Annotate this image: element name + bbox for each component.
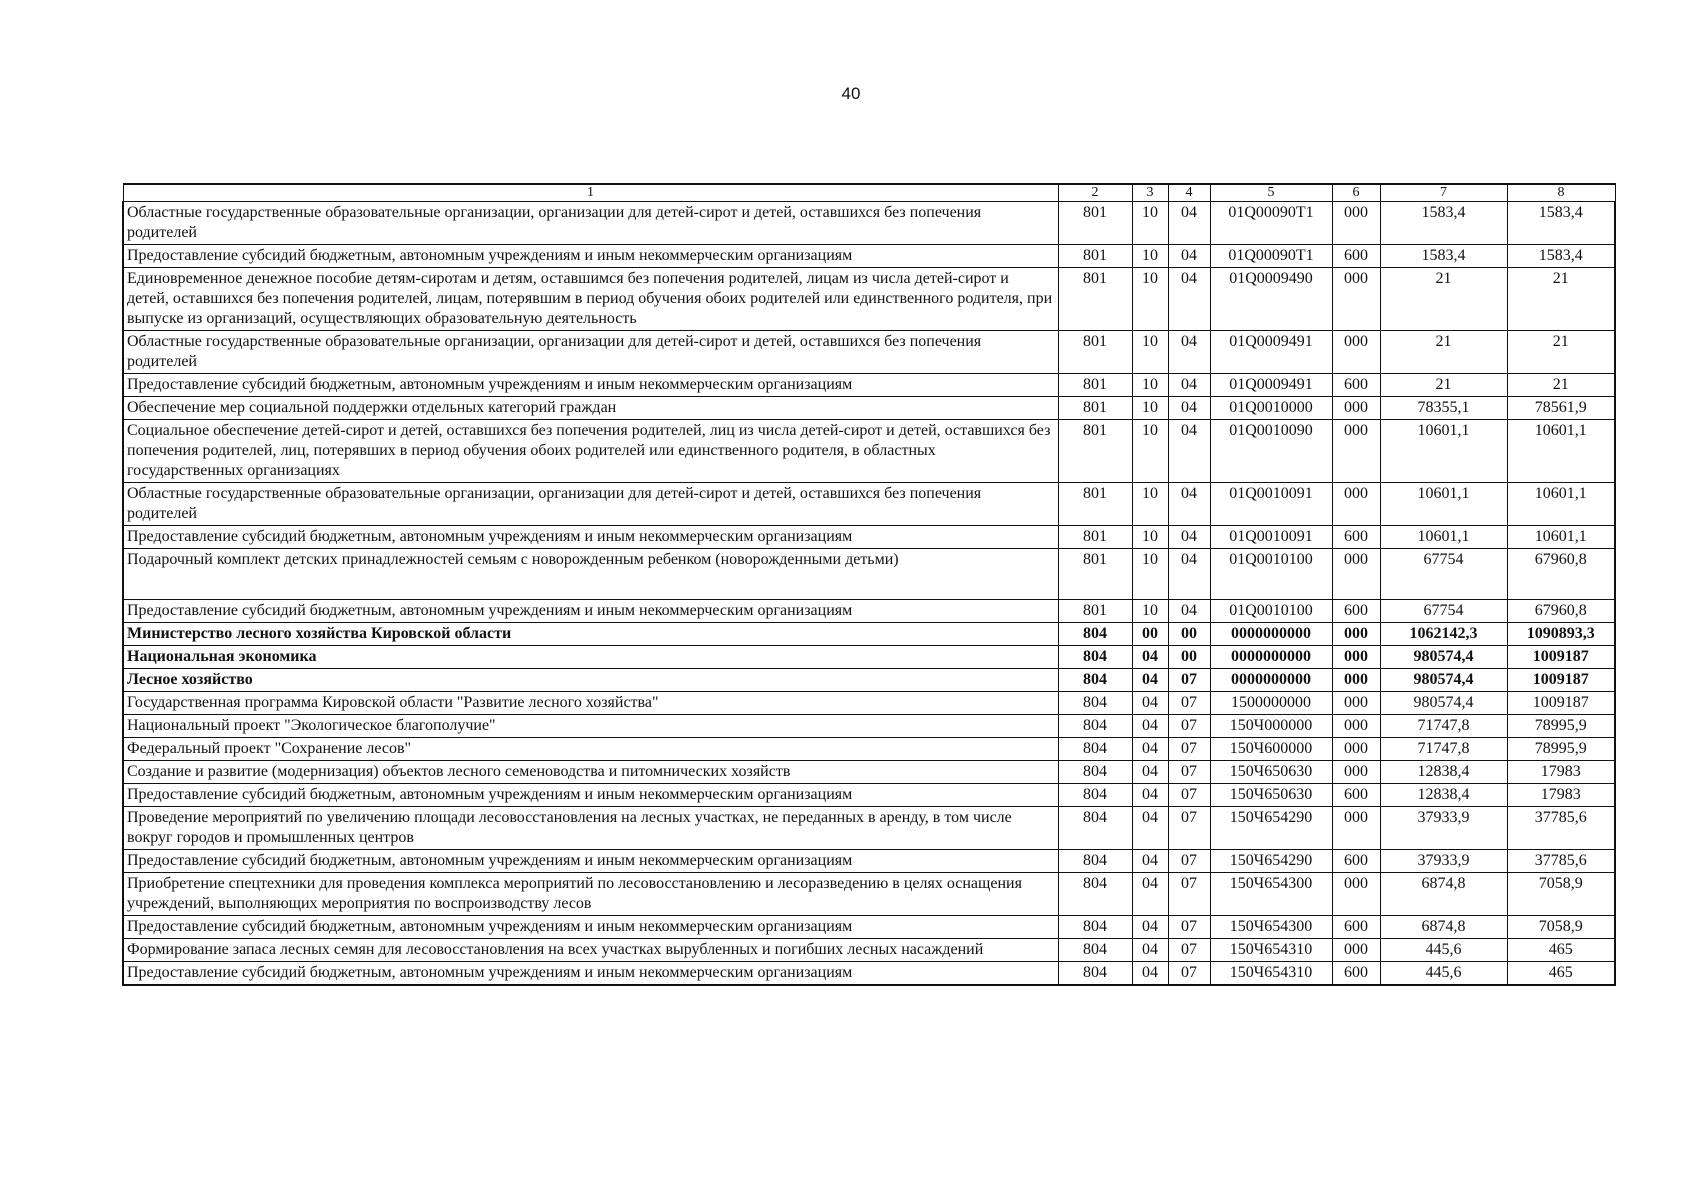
description-cell: Предоставление субсидий бюджетным, автономным учреждениям и иным некоммерческим организациям (123, 245, 1058, 268)
expense-type-cell: 600 (1332, 374, 1380, 397)
admin-code-cell: 804 (1058, 962, 1132, 986)
section-cell: 04 (1132, 807, 1168, 850)
amount-year1-cell: 67754 (1380, 600, 1507, 623)
target-article-cell: 150Ч654290 (1210, 850, 1332, 873)
admin-code-cell: 801 (1058, 202, 1132, 245)
subsection-cell: 04 (1168, 526, 1210, 549)
header-col-6: 6 (1332, 184, 1380, 202)
subsection-cell: 00 (1168, 623, 1210, 646)
amount-year2-cell: 465 (1507, 962, 1615, 986)
expense-type-cell: 000 (1332, 646, 1380, 669)
section-cell: 04 (1132, 715, 1168, 738)
table-row (123, 939, 1615, 962)
description-cell: Приобретение спецтехники для проведения комплекса мероприятий по лесовосстановлению и лесоразведению в целях оснащения учреждений, выполняющих мероприятия по воспроизводству лесов (123, 873, 1058, 916)
target-article-cell: 150Ч650630 (1210, 784, 1332, 807)
target-article-cell: 0000000000 (1210, 646, 1332, 669)
admin-code-cell: 804 (1058, 669, 1132, 692)
admin-code-cell: 801 (1058, 268, 1132, 331)
description-cell: Предоставление субсидий бюджетным, автономным учреждениям и иным некоммерческим организациям (123, 526, 1058, 549)
expense-type-cell: 000 (1332, 268, 1380, 331)
amount-year2-cell: 37785,6 (1507, 807, 1615, 850)
description-cell: Единовременное денежное пособие детям-сиротам и детям, оставшимся без попечения родителей, лицам из числа детей-сирот и детей, оставшихся без попечения родителей, лицам, потерявшим в период обучения обоих родителей или единственного родителя, при выпуске из организаций, осуществляющих образовательную деятельность (123, 268, 1058, 331)
amount-year1-cell: 10601,1 (1380, 420, 1507, 483)
amount-year2-cell: 10601,1 (1507, 526, 1615, 549)
amount-year2-cell: 21 (1507, 331, 1615, 374)
section-cell: 04 (1132, 738, 1168, 761)
amount-year2-cell: 78995,9 (1507, 715, 1615, 738)
subsection-cell: 04 (1168, 202, 1210, 245)
target-article-cell: 01Q00090T1 (1210, 202, 1332, 245)
target-article-cell: 150Ч600000 (1210, 738, 1332, 761)
section-cell: 10 (1132, 549, 1168, 600)
admin-code-cell: 804 (1058, 692, 1132, 715)
target-article-cell: 0000000000 (1210, 669, 1332, 692)
table-row (123, 962, 1615, 986)
amount-year2-cell: 78995,9 (1507, 738, 1615, 761)
description-cell: Областные государственные образовательные организации, организации для детей-сирот и детей, оставшихся без попечения родителей (123, 202, 1058, 245)
amount-year2-cell: 10601,1 (1507, 483, 1615, 526)
expense-type-cell: 600 (1332, 916, 1380, 939)
amount-year2-cell: 21 (1507, 268, 1615, 331)
table-row (123, 807, 1615, 850)
section-cell: 00 (1132, 623, 1168, 646)
table-row (123, 245, 1615, 268)
section-cell: 04 (1132, 873, 1168, 916)
amount-year1-cell: 21 (1380, 268, 1507, 331)
amount-year1-cell: 71747,8 (1380, 715, 1507, 738)
expense-type-cell: 000 (1332, 807, 1380, 850)
amount-year2-cell: 1583,4 (1507, 202, 1615, 245)
section-cell: 04 (1132, 646, 1168, 669)
section-cell: 04 (1132, 784, 1168, 807)
target-article-cell: 01Q0009491 (1210, 374, 1332, 397)
header-col-8: 8 (1507, 184, 1615, 202)
amount-year1-cell: 67754 (1380, 549, 1507, 600)
table-row (123, 761, 1615, 784)
expense-type-cell: 000 (1332, 761, 1380, 784)
expense-type-cell: 000 (1332, 331, 1380, 374)
expense-type-cell: 000 (1332, 715, 1380, 738)
amount-year2-cell: 67960,8 (1507, 600, 1615, 623)
section-cell: 04 (1132, 916, 1168, 939)
expense-type-cell: 000 (1332, 692, 1380, 715)
target-article-cell: 150Ч654310 (1210, 962, 1332, 986)
expense-type-cell: 000 (1332, 483, 1380, 526)
table-row (123, 331, 1615, 374)
description-cell: Государственная программа Кировской области "Развитие лесного хозяйства" (123, 692, 1058, 715)
expense-type-cell: 600 (1332, 600, 1380, 623)
description-cell: Национальный проект "Экологическое благополучие" (123, 715, 1058, 738)
admin-code-cell: 801 (1058, 549, 1132, 600)
amount-year1-cell: 6874,8 (1380, 916, 1507, 939)
table-row (123, 526, 1615, 549)
admin-code-cell: 801 (1058, 600, 1132, 623)
expense-type-cell: 000 (1332, 873, 1380, 916)
description-cell: Проведение мероприятий по увеличению площади лесовосстановления на лесных участках, не переданных в аренду, в том числе вокруг городов и промышленных центров (123, 807, 1058, 850)
amount-year2-cell: 17983 (1507, 784, 1615, 807)
subsection-cell: 07 (1168, 939, 1210, 962)
section-cell: 10 (1132, 374, 1168, 397)
subsection-cell: 07 (1168, 715, 1210, 738)
table-row (123, 600, 1615, 623)
description-cell: Федеральный проект "Сохранение лесов" (123, 738, 1058, 761)
subsection-cell: 04 (1168, 549, 1210, 600)
target-article-cell: 01Q0010100 (1210, 600, 1332, 623)
subsection-cell: 04 (1168, 397, 1210, 420)
target-article-cell: 01Q0010100 (1210, 549, 1332, 600)
table-row (123, 850, 1615, 873)
target-article-cell: 1500000000 (1210, 692, 1332, 715)
admin-code-cell: 804 (1058, 646, 1132, 669)
expense-type-cell: 600 (1332, 526, 1380, 549)
section-cell: 10 (1132, 420, 1168, 483)
table-row (123, 374, 1615, 397)
description-cell: Министерство лесного хозяйства Кировской области (123, 623, 1058, 646)
expense-type-cell: 600 (1332, 962, 1380, 986)
admin-code-cell: 804 (1058, 715, 1132, 738)
header-col-7: 7 (1380, 184, 1507, 202)
amount-year1-cell: 980574,4 (1380, 669, 1507, 692)
admin-code-cell: 801 (1058, 397, 1132, 420)
amount-year1-cell: 980574,4 (1380, 692, 1507, 715)
subsection-cell: 04 (1168, 331, 1210, 374)
subsection-cell: 07 (1168, 761, 1210, 784)
amount-year2-cell: 10601,1 (1507, 420, 1615, 483)
amount-year1-cell: 980574,4 (1380, 646, 1507, 669)
subsection-cell: 04 (1168, 483, 1210, 526)
expense-type-cell: 000 (1332, 623, 1380, 646)
admin-code-cell: 804 (1058, 807, 1132, 850)
amount-year2-cell: 1090893,3 (1507, 623, 1615, 646)
target-article-cell: 01Q0010091 (1210, 526, 1332, 549)
table-row (123, 397, 1615, 420)
header-col-4: 4 (1168, 184, 1210, 202)
subsection-cell: 07 (1168, 850, 1210, 873)
header-row (123, 184, 1615, 202)
expense-type-cell: 600 (1332, 245, 1380, 268)
description-cell: Предоставление субсидий бюджетным, автономным учреждениям и иным некоммерческим организациям (123, 850, 1058, 873)
admin-code-cell: 804 (1058, 623, 1132, 646)
table-row (123, 916, 1615, 939)
section-cell: 04 (1132, 939, 1168, 962)
target-article-cell: 0000000000 (1210, 623, 1332, 646)
table-row (123, 784, 1615, 807)
amount-year1-cell: 21 (1380, 374, 1507, 397)
description-cell: Подарочный комплект детских принадлежностей семьям с новорожденным ребенком (новорожденными детьми) (123, 549, 1058, 600)
expense-type-cell: 000 (1332, 420, 1380, 483)
amount-year1-cell: 1062142,3 (1380, 623, 1507, 646)
description-cell: Областные государственные образовательные организации, организации для детей-сирот и детей, оставшихся без попечения родителей (123, 331, 1058, 374)
subsection-cell: 04 (1168, 374, 1210, 397)
table-row (123, 646, 1615, 669)
admin-code-cell: 801 (1058, 374, 1132, 397)
target-article-cell: 150Ч650630 (1210, 761, 1332, 784)
subsection-cell: 04 (1168, 268, 1210, 331)
amount-year2-cell: 37785,6 (1507, 850, 1615, 873)
amount-year1-cell: 445,6 (1380, 962, 1507, 986)
description-cell: Лесное хозяйство (123, 669, 1058, 692)
expense-type-cell: 000 (1332, 738, 1380, 761)
target-article-cell: 150Ч000000 (1210, 715, 1332, 738)
admin-code-cell: 804 (1058, 850, 1132, 873)
subsection-cell: 04 (1168, 600, 1210, 623)
description-cell: Предоставление субсидий бюджетным, автономным учреждениям и иным некоммерческим организациям (123, 784, 1058, 807)
header-col-5: 5 (1210, 184, 1332, 202)
amount-year1-cell: 12838,4 (1380, 761, 1507, 784)
admin-code-cell: 804 (1058, 916, 1132, 939)
amount-year2-cell: 67960,8 (1507, 549, 1615, 600)
table-row (123, 483, 1615, 526)
subsection-cell: 07 (1168, 807, 1210, 850)
description-cell: Предоставление субсидий бюджетным, автономным учреждениям и иным некоммерческим организациям (123, 916, 1058, 939)
description-cell: Формирование запаса лесных семян для лесовосстановления на всех участках вырубленных и погибших лесных насаждений (123, 939, 1058, 962)
target-article-cell: 150Ч654310 (1210, 939, 1332, 962)
admin-code-cell: 801 (1058, 331, 1132, 374)
amount-year1-cell: 1583,4 (1380, 245, 1507, 268)
section-cell: 10 (1132, 600, 1168, 623)
description-cell: Национальная экономика (123, 646, 1058, 669)
section-cell: 04 (1132, 962, 1168, 986)
target-article-cell: 01Q0010090 (1210, 420, 1332, 483)
amount-year1-cell: 6874,8 (1380, 873, 1507, 916)
admin-code-cell: 801 (1058, 245, 1132, 268)
header-col-1: 1 (123, 184, 1058, 202)
admin-code-cell: 801 (1058, 483, 1132, 526)
amount-year1-cell: 10601,1 (1380, 483, 1507, 526)
description-cell: Областные государственные образовательные организации, организации для детей-сирот и детей, оставшихся без попечения родителей (123, 483, 1058, 526)
table-row (123, 549, 1615, 600)
table-row (123, 873, 1615, 916)
amount-year2-cell: 78561,9 (1507, 397, 1615, 420)
expense-type-cell: 000 (1332, 669, 1380, 692)
target-article-cell: 150Ч654300 (1210, 873, 1332, 916)
subsection-cell: 07 (1168, 873, 1210, 916)
subsection-cell: 04 (1168, 245, 1210, 268)
expense-type-cell: 000 (1332, 939, 1380, 962)
subsection-cell: 07 (1168, 962, 1210, 986)
admin-code-cell: 804 (1058, 784, 1132, 807)
admin-code-cell: 804 (1058, 873, 1132, 916)
expense-type-cell: 000 (1332, 549, 1380, 600)
subsection-cell: 07 (1168, 738, 1210, 761)
subsection-cell: 07 (1168, 692, 1210, 715)
amount-year2-cell: 21 (1507, 374, 1615, 397)
section-cell: 04 (1132, 850, 1168, 873)
budget-table (122, 183, 1616, 986)
subsection-cell: 07 (1168, 669, 1210, 692)
target-article-cell: 01Q0010091 (1210, 483, 1332, 526)
admin-code-cell: 804 (1058, 738, 1132, 761)
header-col-2: 2 (1058, 184, 1132, 202)
admin-code-cell: 801 (1058, 420, 1132, 483)
table-row (123, 692, 1615, 715)
amount-year2-cell: 1009187 (1507, 669, 1615, 692)
expense-type-cell: 600 (1332, 784, 1380, 807)
expense-type-cell: 000 (1332, 202, 1380, 245)
description-cell: Обеспечение мер социальной поддержки отдельных категорий граждан (123, 397, 1058, 420)
amount-year2-cell: 17983 (1507, 761, 1615, 784)
section-cell: 04 (1132, 692, 1168, 715)
subsection-cell: 07 (1168, 784, 1210, 807)
amount-year1-cell: 37933,9 (1380, 850, 1507, 873)
section-cell: 04 (1132, 761, 1168, 784)
section-cell: 10 (1132, 268, 1168, 331)
subsection-cell: 07 (1168, 916, 1210, 939)
admin-code-cell: 804 (1058, 761, 1132, 784)
target-article-cell: 01Q0009491 (1210, 331, 1332, 374)
amount-year1-cell: 37933,9 (1380, 807, 1507, 850)
amount-year1-cell: 1583,4 (1380, 202, 1507, 245)
section-cell: 10 (1132, 331, 1168, 374)
table-row (123, 202, 1615, 245)
target-article-cell: 01Q00090T1 (1210, 245, 1332, 268)
target-article-cell: 150Ч654300 (1210, 916, 1332, 939)
amount-year1-cell: 12838,4 (1380, 784, 1507, 807)
table-row (123, 715, 1615, 738)
subsection-cell: 04 (1168, 420, 1210, 483)
section-cell: 04 (1132, 669, 1168, 692)
amount-year2-cell: 7058,9 (1507, 873, 1615, 916)
subsection-cell: 00 (1168, 646, 1210, 669)
description-cell: Создание и развитие (модернизация) объектов лесного семеноводства и питомнических хозяйств (123, 761, 1058, 784)
amount-year1-cell: 445,6 (1380, 939, 1507, 962)
amount-year1-cell: 71747,8 (1380, 738, 1507, 761)
header-col-3: 3 (1132, 184, 1168, 202)
target-article-cell: 01Q0009490 (1210, 268, 1332, 331)
amount-year2-cell: 7058,9 (1507, 916, 1615, 939)
amount-year2-cell: 1009187 (1507, 646, 1615, 669)
amount-year2-cell: 465 (1507, 939, 1615, 962)
target-article-cell: 150Ч654290 (1210, 807, 1332, 850)
amount-year2-cell: 1009187 (1507, 692, 1615, 715)
section-cell: 10 (1132, 397, 1168, 420)
table-row (123, 669, 1615, 692)
expense-type-cell: 000 (1332, 397, 1380, 420)
table-row (123, 420, 1615, 483)
description-cell: Предоставление субсидий бюджетным, автономным учреждениям и иным некоммерческим организациям (123, 374, 1058, 397)
description-cell: Предоставление субсидий бюджетным, автономным учреждениям и иным некоммерческим организациям (123, 962, 1058, 986)
expense-type-cell: 600 (1332, 850, 1380, 873)
section-cell: 10 (1132, 245, 1168, 268)
amount-year2-cell: 1583,4 (1507, 245, 1615, 268)
section-cell: 10 (1132, 202, 1168, 245)
description-cell: Социальное обеспечение детей-сирот и детей, оставшихся без попечения родителей, лиц из числа детей-сирот и детей, оставшихся без попечения родителей, лиц, потерявших в период обучения обоих родителей или единственного родителя, в областных государственных организациях (123, 420, 1058, 483)
table-row (123, 623, 1615, 646)
amount-year1-cell: 21 (1380, 331, 1507, 374)
admin-code-cell: 804 (1058, 939, 1132, 962)
table-row (123, 738, 1615, 761)
page-number: 40 (841, 84, 861, 103)
table-row (123, 268, 1615, 331)
section-cell: 10 (1132, 483, 1168, 526)
description-cell: Предоставление субсидий бюджетным, автономным учреждениям и иным некоммерческим организациям (123, 600, 1058, 623)
target-article-cell: 01Q0010000 (1210, 397, 1332, 420)
admin-code-cell: 801 (1058, 526, 1132, 549)
section-cell: 10 (1132, 526, 1168, 549)
amount-year1-cell: 10601,1 (1380, 526, 1507, 549)
amount-year1-cell: 78355,1 (1380, 397, 1507, 420)
